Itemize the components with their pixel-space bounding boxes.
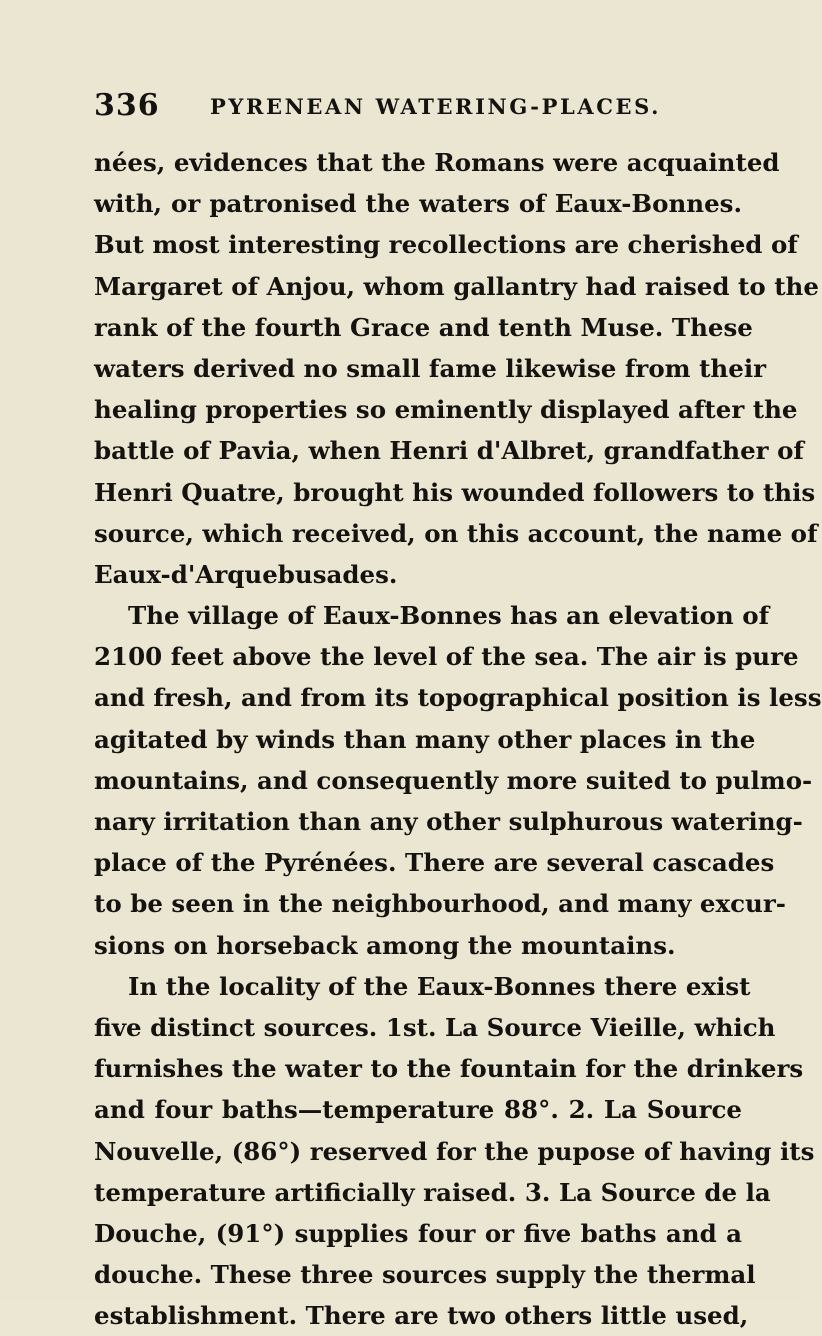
text-line: Henri Quatre, brought his wounded followers to this: [94, 477, 816, 507]
text-line: waters derived no small fame likewise from their: [94, 353, 767, 383]
text-line: But most interesting recollections are cherished of: [94, 230, 798, 260]
text-line: temperature artificially raised. 3. La Source de la: [94, 1177, 771, 1207]
text-line: healing properties so eminently displayed after the: [94, 395, 798, 425]
text-line: Margaret of Anjou, whom gallantry had raised to the: [94, 271, 819, 301]
text-line: In the locality of the Eaux-Bonnes there exist: [128, 971, 751, 1001]
text-line: five distinct sources. 1st. La Source Vieille, which: [94, 1012, 776, 1042]
body-text: [94, 142, 822, 1336]
text-line: furnishes the water to the fountain for the drinkers: [94, 1054, 804, 1084]
text-line: battle of Pavia, when Henri d'Albret, grandfather of: [94, 436, 804, 466]
text-line: sions on horseback among the mountains.: [94, 930, 676, 960]
text-line: place of the Pyrénées. There are several cascades: [94, 848, 775, 878]
text-line: 2100 feet above the level of the sea. The air is pure: [94, 642, 799, 672]
text-line: Eaux-d'Arquebusades.: [94, 559, 398, 589]
text-line: Nouvelle, (86°) reserved for the pupose of having its: [94, 1136, 815, 1166]
text-line: agitated by winds than many other places in the: [94, 724, 756, 754]
text-line: and fresh, and from its topographical position is less: [94, 683, 822, 713]
text-line: douche. These three sources supply the thermal: [94, 1260, 756, 1290]
text-line: The village of Eaux-Bonnes has an elevation of: [128, 601, 770, 631]
text-line: establishment. There are two others little used,: [94, 1301, 749, 1331]
text-line: with, or patronised the waters of Eaux-Bonnes.: [94, 189, 742, 219]
text-line: mountains, and consequently more suited to pulmo-: [94, 765, 813, 795]
text-line: to be seen in the neighbourhood, and many excur-: [94, 889, 786, 919]
running-title: PYRENEAN WATERING-PLACES.: [210, 94, 662, 119]
text-line: rank of the fourth Grace and tenth Muse. These: [94, 312, 753, 342]
text-line: Douche, (91°) supplies four or five baths and a: [94, 1218, 742, 1248]
running-head: [94, 86, 734, 126]
text-line: source, which received, on this account, the name of: [94, 518, 818, 548]
page-number: 336: [94, 88, 160, 123]
text-line: nary irritation than any other sulphurous watering-: [94, 807, 803, 836]
text-line: and four baths—temperature 88°. 2. La Source: [94, 1095, 742, 1125]
text-line: nées, evidences that the Romans were acquainted: [94, 148, 780, 177]
